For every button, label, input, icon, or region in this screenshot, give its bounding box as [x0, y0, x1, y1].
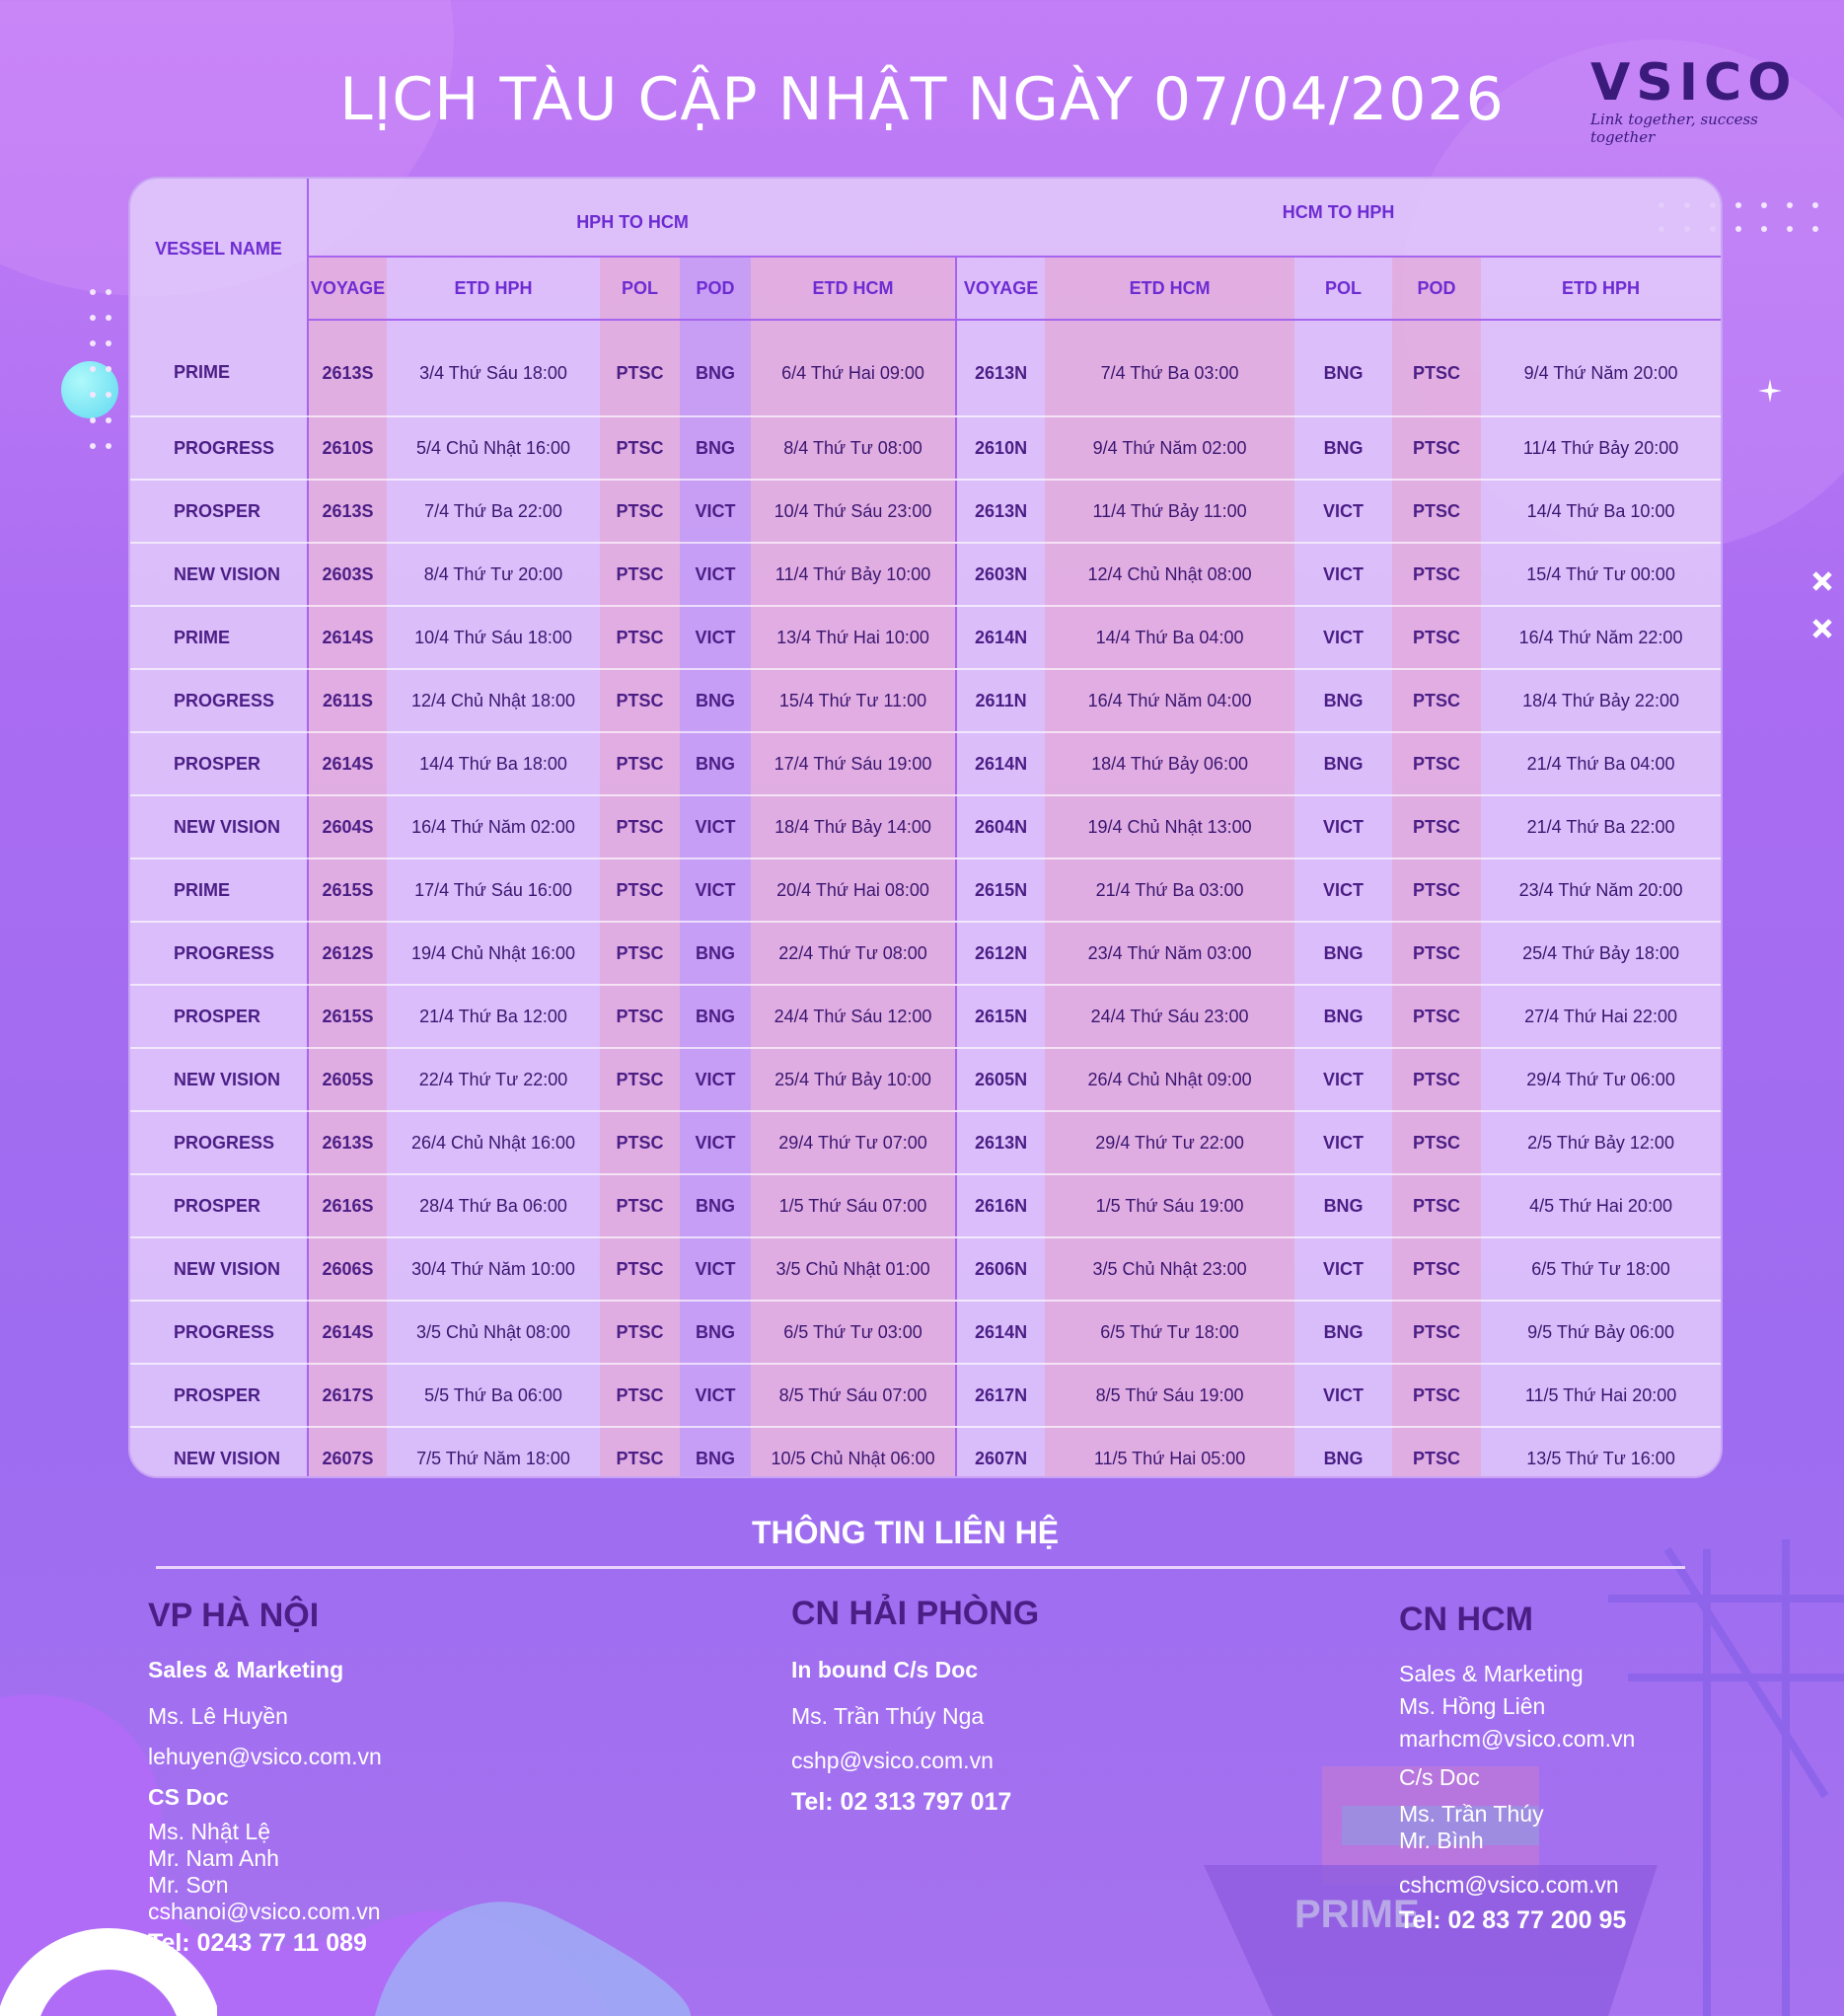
cell-pol-s: PTSC [600, 795, 680, 859]
hcm-sales-label: Sales & Marketing [1399, 1661, 1584, 1686]
cell-vessel-name: PRIME [130, 320, 308, 416]
hanoi-cs-email[interactable]: cshanoi@vsico.com.vn [148, 1899, 381, 1924]
cell-voyage-n: 2613N [956, 480, 1045, 543]
cell-pol-s: PTSC [600, 416, 680, 480]
cell-etd-hcm-n: 14/4 Thứ Ba 04:00 [1045, 606, 1294, 669]
hcm-cs-name-1: Ms. Trần Thúy [1399, 1801, 1544, 1827]
hanoi-sales-name: Ms. Lê Huyền [148, 1703, 288, 1729]
logo-tagline: Link together, success together [1590, 111, 1758, 146]
cell-etd-hcm-n: 11/4 Thứ Bảy 11:00 [1045, 480, 1294, 543]
cell-voyage-s: 2606S [308, 1237, 387, 1301]
cell-etd-hcm: 22/4 Thứ Tư 08:00 [751, 922, 956, 985]
hanoi-cs-label: CS Doc [148, 1784, 229, 1810]
cell-pod-s: VICT [680, 480, 751, 543]
cell-voyage-s: 2603S [308, 543, 387, 606]
table-row [130, 795, 1721, 859]
cell-etd-hcm: 10/5 Chủ Nhật 06:00 [751, 1427, 956, 1478]
cell-voyage-n: 2607N [956, 1427, 1045, 1478]
cell-etd-hph-n: 2/5 Thứ Bảy 12:00 [1481, 1111, 1721, 1174]
cell-pol-s: PTSC [600, 1111, 680, 1174]
cell-vessel-name: PRIME [130, 606, 308, 669]
cell-etd-hph-n: 21/4 Thứ Ba 22:00 [1481, 795, 1721, 859]
cell-voyage-s: 2614S [308, 1301, 387, 1364]
cell-pod-s: VICT [680, 795, 751, 859]
cell-pol-s: PTSC [600, 480, 680, 543]
hcm-cs-name-2: Mr. Bình [1399, 1828, 1484, 1853]
cell-etd-hph: 22/4 Thứ Tư 22:00 [387, 1048, 600, 1111]
cell-etd-hcm: 24/4 Thứ Sáu 12:00 [751, 985, 956, 1048]
cell-pod-n: PTSC [1392, 1301, 1481, 1364]
cell-pod-s: VICT [680, 1237, 751, 1301]
cell-etd-hcm: 29/4 Thứ Tư 07:00 [751, 1111, 956, 1174]
cell-pol-n: BNG [1294, 669, 1392, 732]
contact-hcm [1399, 1601, 1635, 1935]
cell-voyage-n: 2617N [956, 1364, 1045, 1427]
hanoi-cs-name-1: Ms. Nhật Lệ [148, 1819, 270, 1844]
cell-pol-s: PTSC [600, 606, 680, 669]
cell-pol-s: PTSC [600, 1048, 680, 1111]
cell-pol-n: BNG [1294, 922, 1392, 985]
cell-voyage-n: 2605N [956, 1048, 1045, 1111]
col-header-etd-hph-n: ETD HPH [1481, 257, 1721, 320]
cell-pod-n: PTSC [1392, 1111, 1481, 1174]
cross-icon-1 [1811, 570, 1833, 592]
cell-etd-hph: 21/4 Thứ Ba 12:00 [387, 985, 600, 1048]
cell-voyage-s: 2613S [308, 320, 387, 416]
cell-etd-hph: 5/4 Chủ Nhật 16:00 [387, 416, 600, 480]
cell-pol-n: VICT [1294, 859, 1392, 922]
cell-pod-n: PTSC [1392, 1364, 1481, 1427]
cell-etd-hcm-n: 19/4 Chủ Nhật 13:00 [1045, 795, 1294, 859]
cell-etd-hph: 7/4 Thứ Ba 22:00 [387, 480, 600, 543]
cell-pod-s: VICT [680, 606, 751, 669]
cell-voyage-n: 2613N [956, 320, 1045, 416]
cell-pol-s: PTSC [600, 320, 680, 416]
table-row [130, 480, 1721, 543]
cell-voyage-n: 2610N [956, 416, 1045, 480]
cell-vessel-name: PROSPER [130, 1364, 308, 1427]
schedule-table [130, 179, 1721, 1478]
cell-pod-n: PTSC [1392, 859, 1481, 922]
cell-vessel-name: PROSPER [130, 732, 308, 795]
cell-etd-hph-n: 29/4 Thứ Tư 06:00 [1481, 1048, 1721, 1111]
cell-pod-s: BNG [680, 1174, 751, 1237]
cell-voyage-s: 2615S [308, 859, 387, 922]
hanoi-sales-label: Sales & Marketing [148, 1657, 344, 1682]
cell-pod-s: BNG [680, 1427, 751, 1478]
cell-pod-s: BNG [680, 1301, 751, 1364]
cell-pod-n: PTSC [1392, 669, 1481, 732]
table-row [130, 985, 1721, 1048]
cell-etd-hph-n: 6/5 Thứ Tư 18:00 [1481, 1237, 1721, 1301]
cell-vessel-name: NEW VISION [130, 1237, 308, 1301]
cell-voyage-s: 2604S [308, 795, 387, 859]
schedule-table-card [128, 177, 1723, 1478]
hanoi-tel[interactable]: Tel: 0243 77 11 089 [148, 1929, 367, 1957]
cell-etd-hcm-n: 23/4 Thứ Năm 03:00 [1045, 922, 1294, 985]
cell-voyage-n: 2615N [956, 985, 1045, 1048]
cell-vessel-name: PROGRESS [130, 1111, 308, 1174]
cell-voyage-s: 2616S [308, 1174, 387, 1237]
hcm-tel[interactable]: Tel: 02 83 77 200 95 [1399, 1906, 1627, 1934]
cell-pol-s: PTSC [600, 1237, 680, 1301]
cell-pol-s: PTSC [600, 1427, 680, 1478]
cell-etd-hcm-n: 11/5 Thứ Hai 05:00 [1045, 1427, 1294, 1478]
cell-voyage-s: 2614S [308, 606, 387, 669]
cell-voyage-s: 2614S [308, 732, 387, 795]
cell-voyage-n: 2604N [956, 795, 1045, 859]
cell-etd-hcm: 6/5 Thứ Tư 03:00 [751, 1301, 956, 1364]
cell-etd-hcm: 8/4 Thứ Tư 08:00 [751, 416, 956, 480]
cell-pol-s: PTSC [600, 859, 680, 922]
cell-pol-s: PTSC [600, 1301, 680, 1364]
cell-pod-s: BNG [680, 985, 751, 1048]
cell-etd-hcm-n: 9/4 Thứ Năm 02:00 [1045, 416, 1294, 480]
contact-hanoi [148, 1597, 382, 1958]
cell-vessel-name: PROSPER [130, 985, 308, 1048]
cell-vessel-name: NEW VISION [130, 543, 308, 606]
hanoi-cs-name-3: Mr. Sơn [148, 1872, 229, 1898]
table-row [130, 1364, 1721, 1427]
cell-pol-s: PTSC [600, 985, 680, 1048]
cell-pod-n: PTSC [1392, 1048, 1481, 1111]
cell-pod-n: PTSC [1392, 543, 1481, 606]
cell-etd-hph-n: 23/4 Thứ Năm 20:00 [1481, 859, 1721, 922]
cell-pol-n: VICT [1294, 543, 1392, 606]
cell-pod-n: PTSC [1392, 480, 1481, 543]
cell-vessel-name: PROSPER [130, 480, 308, 543]
cell-voyage-n: 2614N [956, 606, 1045, 669]
cell-voyage-n: 2612N [956, 922, 1045, 985]
cell-voyage-n: 2614N [956, 1301, 1045, 1364]
cell-etd-hph: 7/5 Thứ Năm 18:00 [387, 1427, 600, 1478]
cell-pol-s: PTSC [600, 1174, 680, 1237]
hanoi-sales-email[interactable]: lehuyen@vsico.com.vn [148, 1744, 382, 1769]
cell-pol-n: BNG [1294, 416, 1392, 480]
contact-haiphong [791, 1595, 1039, 1817]
col-header-pod-n: POD [1392, 257, 1481, 320]
cell-pol-s: PTSC [600, 1364, 680, 1427]
cell-etd-hcm-n: 21/4 Thứ Ba 03:00 [1045, 859, 1294, 922]
col-header-etd-hcm: ETD HCM [751, 257, 956, 320]
dot-grid-left [89, 288, 128, 476]
cell-pol-n: VICT [1294, 606, 1392, 669]
table-row [130, 859, 1721, 922]
table-row [130, 669, 1721, 732]
cell-voyage-n: 2611N [956, 669, 1045, 732]
cell-pod-n: PTSC [1392, 1237, 1481, 1301]
cell-pod-n: PTSC [1392, 795, 1481, 859]
cell-etd-hph-n: 13/5 Thứ Tư 16:00 [1481, 1427, 1721, 1478]
cell-pol-s: PTSC [600, 922, 680, 985]
table-row [130, 320, 1721, 416]
cell-voyage-n: 2613N [956, 1111, 1045, 1174]
cell-voyage-n: 2614N [956, 732, 1045, 795]
cell-pol-n: BNG [1294, 732, 1392, 795]
cell-pod-n: PTSC [1392, 606, 1481, 669]
col-header-pol-s: POL [600, 257, 680, 320]
cell-pod-n: PTSC [1392, 416, 1481, 480]
cell-etd-hcm-n: 24/4 Thứ Sáu 23:00 [1045, 985, 1294, 1048]
cell-pod-n: PTSC [1392, 320, 1481, 416]
cell-voyage-s: 2607S [308, 1427, 387, 1478]
cell-etd-hcm: 17/4 Thứ Sáu 19:00 [751, 732, 956, 795]
table-row [130, 1301, 1721, 1364]
table-row [130, 922, 1721, 985]
sparkle-icon [1758, 379, 1782, 403]
cell-pol-n: VICT [1294, 1048, 1392, 1111]
cell-etd-hph-n: 9/4 Thứ Năm 20:00 [1481, 320, 1721, 416]
cell-pod-n: PTSC [1392, 732, 1481, 795]
cell-etd-hcm: 15/4 Thứ Tư 11:00 [751, 669, 956, 732]
col-header-etd-hph: ETD HPH [387, 257, 600, 320]
hcm-cs-label: C/s Doc [1399, 1764, 1480, 1790]
cell-etd-hcm-n: 8/5 Thứ Sáu 19:00 [1045, 1364, 1294, 1427]
table-row [130, 732, 1721, 795]
haiphong-heading: CN HẢI PHÒNG [791, 1595, 1040, 1632]
contact-divider [156, 1566, 1685, 1569]
col-header-etd-hcm-n: ETD HCM [1045, 257, 1294, 320]
cell-etd-hph-n: 15/4 Thứ Tư 00:00 [1481, 543, 1721, 606]
cell-pod-s: BNG [680, 732, 751, 795]
cell-pol-n: VICT [1294, 1237, 1392, 1301]
cell-etd-hph: 10/4 Thứ Sáu 18:00 [387, 606, 600, 669]
cell-voyage-s: 2615S [308, 985, 387, 1048]
cell-etd-hcm: 18/4 Thứ Bảy 14:00 [751, 795, 956, 859]
cell-voyage-s: 2611S [308, 669, 387, 732]
cell-pol-n: VICT [1294, 1111, 1392, 1174]
cell-etd-hph: 3/5 Chủ Nhật 08:00 [387, 1301, 600, 1364]
cell-pol-s: PTSC [600, 543, 680, 606]
col-header-pod-s: POD [680, 257, 751, 320]
table-row [130, 1174, 1721, 1237]
cell-etd-hcm-n: 6/5 Thứ Tư 18:00 [1045, 1301, 1294, 1364]
cell-etd-hph: 8/4 Thứ Tư 20:00 [387, 543, 600, 606]
group-header-hcm-hph: HCM TO HPH [1282, 201, 1395, 222]
cell-etd-hph-n: 9/5 Thứ Bảy 06:00 [1481, 1301, 1721, 1364]
cell-etd-hph-n: 11/5 Thứ Hai 20:00 [1481, 1364, 1721, 1427]
table-row [130, 1111, 1721, 1174]
cell-vessel-name: PRIME [130, 859, 308, 922]
cell-etd-hph-n: 21/4 Thứ Ba 04:00 [1481, 732, 1721, 795]
table-row [130, 1427, 1721, 1478]
cell-vessel-name: PROGRESS [130, 922, 308, 985]
cell-pod-s: BNG [680, 922, 751, 985]
haiphong-label: In bound C/s Doc [791, 1657, 979, 1682]
table-row [130, 1237, 1721, 1301]
cell-etd-hcm-n: 16/4 Thứ Năm 04:00 [1045, 669, 1294, 732]
cell-pol-s: PTSC [600, 669, 680, 732]
hcm-sales-email[interactable]: marhcm@vsico.com.vn [1399, 1726, 1636, 1752]
ship-label: PRIME [1294, 1893, 1420, 1936]
cell-voyage-s: 2613S [308, 480, 387, 543]
cell-vessel-name: PROGRESS [130, 669, 308, 732]
cell-etd-hph-n: 27/4 Thứ Hai 22:00 [1481, 985, 1721, 1048]
cell-etd-hcm-n: 26/4 Chủ Nhật 09:00 [1045, 1048, 1294, 1111]
cell-pol-n: BNG [1294, 1427, 1392, 1478]
cell-voyage-s: 2613S [308, 1111, 387, 1174]
vsico-logo [1590, 53, 1798, 146]
cell-etd-hcm: 3/5 Chủ Nhật 01:00 [751, 1237, 956, 1301]
cell-etd-hph: 19/4 Chủ Nhật 16:00 [387, 922, 600, 985]
cell-etd-hcm: 8/5 Thứ Sáu 07:00 [751, 1364, 956, 1427]
cell-pod-s: VICT [680, 859, 751, 922]
cell-pod-s: VICT [680, 1048, 751, 1111]
cell-etd-hph: 26/4 Chủ Nhật 16:00 [387, 1111, 600, 1174]
cell-pod-n: PTSC [1392, 1174, 1481, 1237]
cell-etd-hph: 5/5 Thứ Ba 06:00 [387, 1364, 600, 1427]
table-row [130, 416, 1721, 480]
cell-etd-hph-n: 11/4 Thứ Bảy 20:00 [1481, 416, 1721, 480]
cell-etd-hcm-n: 1/5 Thứ Sáu 19:00 [1045, 1174, 1294, 1237]
cell-etd-hph-n: 18/4 Thứ Bảy 22:00 [1481, 669, 1721, 732]
hcm-sales-name: Ms. Hồng Liên [1399, 1693, 1546, 1719]
haiphong-email[interactable]: cshp@vsico.com.vn [791, 1748, 994, 1773]
col-header-pol-n: POL [1294, 257, 1392, 320]
cell-pod-s: BNG [680, 669, 751, 732]
cell-pod-n: PTSC [1392, 985, 1481, 1048]
cell-etd-hph: 3/4 Thứ Sáu 18:00 [387, 320, 600, 416]
cross-icon-2 [1811, 618, 1833, 639]
hanoi-heading: VP HÀ NỘI [148, 1597, 320, 1634]
cell-etd-hph: 17/4 Thứ Sáu 16:00 [387, 859, 600, 922]
cell-voyage-n: 2606N [956, 1237, 1045, 1301]
cell-etd-hph: 16/4 Thứ Năm 02:00 [387, 795, 600, 859]
table-row [130, 606, 1721, 669]
cell-pol-n: VICT [1294, 1364, 1392, 1427]
cell-etd-hcm-n: 7/4 Thứ Ba 03:00 [1045, 320, 1294, 416]
cell-pol-n: VICT [1294, 795, 1392, 859]
cell-etd-hcm-n: 29/4 Thứ Tư 22:00 [1045, 1111, 1294, 1174]
cell-voyage-s: 2612S [308, 922, 387, 985]
cell-etd-hph: 14/4 Thứ Ba 18:00 [387, 732, 600, 795]
cell-etd-hcm-n: 18/4 Thứ Bảy 06:00 [1045, 732, 1294, 795]
cell-vessel-name: NEW VISION [130, 1427, 308, 1478]
cell-etd-hph-n: 16/4 Thứ Năm 22:00 [1481, 606, 1721, 669]
cell-pod-s: BNG [680, 416, 751, 480]
cell-vessel-name: NEW VISION [130, 795, 308, 859]
cell-vessel-name: PROGRESS [130, 416, 308, 480]
vessel-name-header: VESSEL NAME [130, 179, 308, 320]
cell-etd-hcm-n: 3/5 Chủ Nhật 23:00 [1045, 1237, 1294, 1301]
cell-vessel-name: PROGRESS [130, 1301, 308, 1364]
table-row [130, 1048, 1721, 1111]
cell-voyage-n: 2615N [956, 859, 1045, 922]
cell-pod-n: PTSC [1392, 1427, 1481, 1478]
cell-pol-n: BNG [1294, 1174, 1392, 1237]
cell-etd-hph-n: 14/4 Thứ Ba 10:00 [1481, 480, 1721, 543]
cell-etd-hcm-n: 12/4 Chủ Nhật 08:00 [1045, 543, 1294, 606]
cell-etd-hcm: 13/4 Thứ Hai 10:00 [751, 606, 956, 669]
cell-pol-s: PTSC [600, 732, 680, 795]
cell-etd-hcm: 1/5 Thứ Sáu 07:00 [751, 1174, 956, 1237]
cell-etd-hcm: 20/4 Thứ Hai 08:00 [751, 859, 956, 922]
cell-etd-hcm: 11/4 Thứ Bảy 10:00 [751, 543, 956, 606]
cell-pod-n: PTSC [1392, 922, 1481, 985]
hanoi-cs-name-2: Mr. Nam Anh [148, 1845, 279, 1871]
cell-etd-hph-n: 25/4 Thứ Bảy 18:00 [1481, 922, 1721, 985]
contact-title: THÔNG TIN LIÊN HỆ [751, 1515, 1060, 1550]
cell-voyage-n: 2616N [956, 1174, 1045, 1237]
cell-vessel-name: PROSPER [130, 1174, 308, 1237]
table-row [130, 543, 1721, 606]
cell-etd-hcm: 25/4 Thứ Bảy 10:00 [751, 1048, 956, 1111]
cell-etd-hph: 12/4 Chủ Nhật 18:00 [387, 669, 600, 732]
cell-vessel-name: NEW VISION [130, 1048, 308, 1111]
cell-pol-n: BNG [1294, 1301, 1392, 1364]
cell-voyage-s: 2617S [308, 1364, 387, 1427]
cell-etd-hph: 30/4 Thứ Năm 10:00 [387, 1237, 600, 1301]
logo-mark: VSICO [1590, 53, 1798, 112]
hcm-cs-email[interactable]: cshcm@vsico.com.vn [1399, 1872, 1619, 1898]
cell-pol-n: VICT [1294, 480, 1392, 543]
col-header-voyage-s: VOYAGE [308, 257, 387, 320]
cell-etd-hph-n: 4/5 Thứ Hai 20:00 [1481, 1174, 1721, 1237]
cell-etd-hcm: 10/4 Thứ Sáu 23:00 [751, 480, 956, 543]
cell-pod-s: VICT [680, 1364, 751, 1427]
group-header-hph-hcm: HPH TO HCM [576, 211, 689, 232]
cell-etd-hcm: 6/4 Thứ Hai 09:00 [751, 320, 956, 416]
cell-pod-s: VICT [680, 1111, 751, 1174]
cell-voyage-s: 2605S [308, 1048, 387, 1111]
cell-pod-s: VICT [680, 543, 751, 606]
cell-pol-n: BNG [1294, 320, 1392, 416]
cell-voyage-s: 2610S [308, 416, 387, 480]
haiphong-tel[interactable]: Tel: 02 313 797 017 [791, 1788, 1012, 1816]
cell-etd-hph: 28/4 Thứ Ba 06:00 [387, 1174, 600, 1237]
col-header-voyage-n: VOYAGE [956, 257, 1045, 320]
cell-pod-s: BNG [680, 320, 751, 416]
haiphong-name: Ms. Trần Thúy Nga [791, 1703, 985, 1729]
cell-pol-n: BNG [1294, 985, 1392, 1048]
cell-voyage-n: 2603N [956, 543, 1045, 606]
hcm-heading: CN HCM [1399, 1601, 1533, 1638]
page-title: LỊCH TÀU CẬP NHẬT NGÀY 07/04/2026 [339, 65, 1505, 134]
